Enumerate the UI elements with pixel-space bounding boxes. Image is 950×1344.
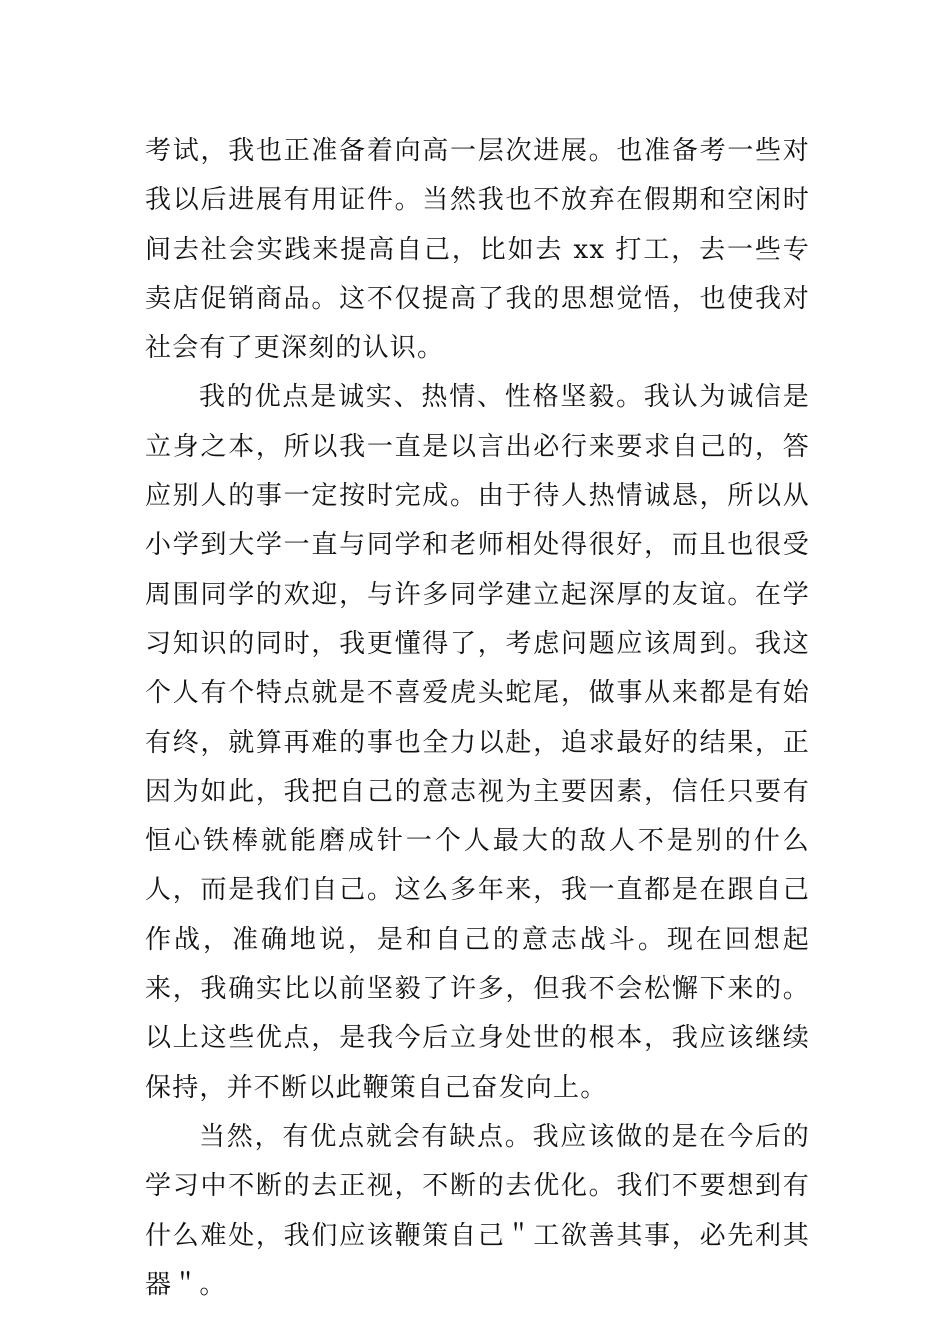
paragraph-2: 我的优点是诚实、热情、性格坚毅。我认为诚信是立身之本，所以我一直是以言出必行来要求自己的，答应别人的事一定按时完成。由于待人热情诚恳，所以从小学到大学一直与同学和老师相处得很好，而且也很受周围同学的欢迎，与许多同学建立起深厚的友谊。在学习知识的同时，我更懂得了，考虑问题应该周到。我这个人有个特点就是不喜爱虎头蛇尾，做事从来都是有始有终，就算再难的事也全力以赴，追求最好的结果，正因为如此，我把自己的意志视为主要因素，信任只要有恒心铁棒就能磨成针一个人最大的敌人不是别的什么人，而是我们自己。这么多年来，我一直都是在跟自己作战，准确地说，是和自己的意志战斗。现在回想起来，我确实比以前坚毅了许多，但我不会松懈下来的。以上这些优点，是我今后立身处世的根本，我应该继续保持，并不断以此鞭策自己奋发向上。: [145, 382, 810, 1103]
paragraph-3: 当然，有优点就会有缺点。我应该做的是在今后的学习中不断的去正视，不断的去优化。我们不要想到有什么难处，我们应该鞭策自己＂工欲善其事，必先利其器＂。: [145, 1121, 810, 1300]
paragraph-1: 考试，我也正准备着向高一层次进展。也准备考一些对我以后进展有用证件。当然我也不放弃在假期和空闲时间去社会实践来提高自己，比如去 xx 打工，去一些专卖店促销商品。这不仅提高了我的思想觉悟，也使我对社会有了更深刻的认识。: [145, 136, 810, 364]
document-body: [145, 127, 810, 1310]
